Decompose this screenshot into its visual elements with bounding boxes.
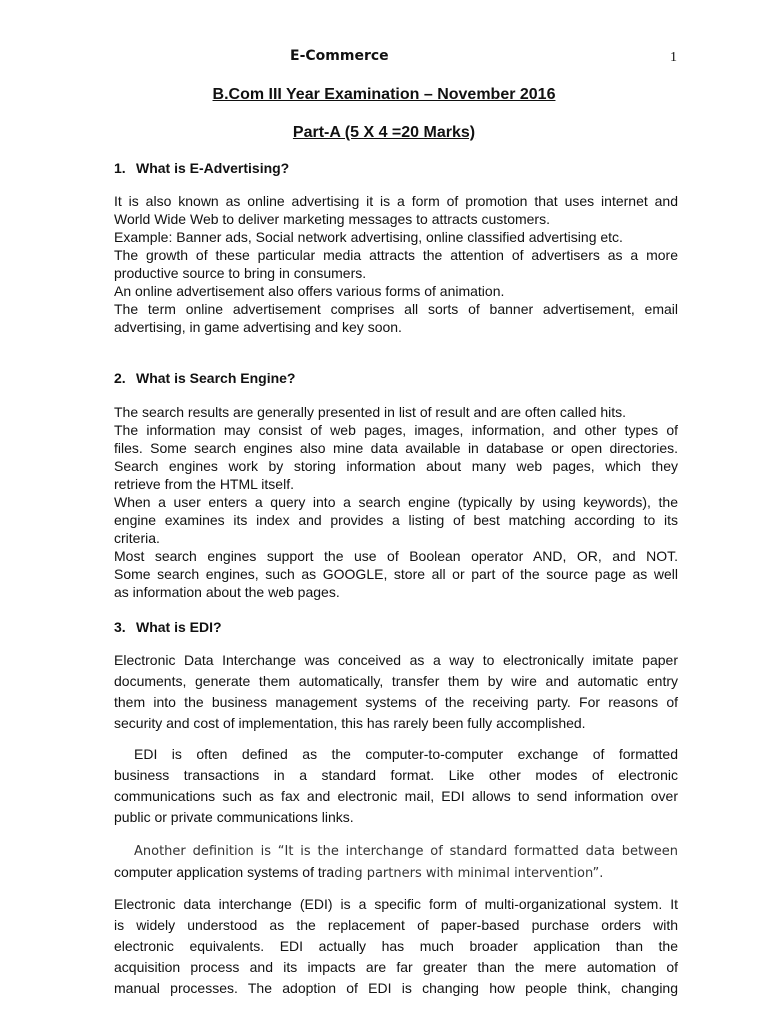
answer-3-line: acquisition process and its impacts are far greater than the mere automation of (114, 959, 678, 975)
question-3-heading (114, 619, 222, 635)
answer-2-line: The information may consist of web pages, images, information, and other types of (114, 422, 678, 438)
definition-line (114, 862, 678, 884)
answer-2-line: Most search engines support the use of Boolean operator AND, OR, and NOT. (114, 548, 678, 564)
definition-line: Another definition is “It is the interchange of standard formatted data between (134, 844, 678, 859)
answer-3-line: them into the business management systems of the receiving party. For reasons of (114, 694, 678, 710)
answer-1-line: Example: Banner ads, Social network advertising, online classified advertising etc. (114, 229, 623, 245)
answer-1-line: The growth of these particular media attracts the attention of advertisers as a more (114, 247, 678, 263)
answer-1-line: An online advertisement also offers various forms of animation. (114, 283, 505, 299)
answer-1-line: The term online advertisement comprises all sorts of banner advertisement, email (114, 301, 678, 317)
answer-2-line: When a user enters a query into a search engine (typically by using keywords), the (114, 494, 678, 510)
answer-2-line: files. Some search engines also mine data available in database or open directories. (114, 440, 678, 456)
definition-line-start: computer application systems of tra (114, 864, 335, 880)
answer-3-line: electronic equivalents. EDI actually has much broader application than the (114, 938, 678, 954)
answer-3-line: manual processes. The adoption of EDI is changing how people think, changing (114, 980, 678, 996)
question-2-heading (114, 370, 295, 386)
answer-1-line: World Wide Web to deliver marketing messages to attracts customers. (114, 211, 550, 227)
question-3-text: What is EDI? (136, 619, 222, 635)
exam-title: B.Com III Year Examination – November 2016 (212, 86, 556, 103)
question-2-number: 2. (114, 370, 126, 386)
answer-2-line: engine examines its index and provides a listing of best matching according to its (114, 512, 678, 528)
answer-3-line: Electronic data interchange (EDI) is a specific form of multi-organizational system. It (114, 896, 678, 912)
answer-3-line: EDI is often defined as the computer-to-computer exchange of formatted (134, 746, 678, 762)
question-1-heading (114, 160, 289, 176)
answer-1 (114, 192, 678, 336)
answer-3-line: business transactions in a standard format. Like other modes of electronic (114, 767, 678, 783)
answer-3-line: security and cost of implementation, this has rarely been fully accomplished. (114, 715, 586, 731)
running-header: E-Commerce (290, 48, 389, 64)
part-title: Part-A (5 X 4 =20 Marks) (292, 124, 476, 141)
answer-2-line: The search results are generally presented in list of result and are often called hits. (114, 404, 627, 420)
answer-2-line: Search engines work by storing information about many web pages, which they (114, 458, 678, 474)
answer-3-paragraph-2 (114, 744, 678, 828)
page-number: 1 (670, 50, 677, 65)
answer-3-line: Electronic Data Interchange was conceived as a way to electronically imitate paper (114, 652, 678, 668)
answer-3-definition (114, 841, 678, 884)
answer-3-line: public or private communications links. (114, 809, 354, 825)
answer-3-paragraph-4 (114, 894, 678, 999)
answer-2 (114, 403, 678, 601)
answer-2-line: Some search engines, such as GOOGLE, store all or part of the source page as well (114, 566, 678, 582)
answer-2-line: retrieve from the HTML itself. (114, 476, 294, 492)
answer-1-line: It is also known as online advertising it is a form of promotion that uses internet and (114, 193, 678, 209)
question-3-number: 3. (114, 619, 126, 635)
answer-1-line: advertising, in game advertising and key soon. (114, 319, 402, 335)
definition-line-end: ding partners with minimal intervention”. (334, 866, 604, 881)
answer-3-line: is widely understood as the replacement of paper-based purchase orders with (114, 917, 678, 933)
question-1-text: What is E-Advertising? (136, 160, 290, 176)
answer-2-line: criteria. (114, 530, 160, 546)
answer-3-line: communications such as fax and electronic mail, EDI allows to send information over (114, 788, 678, 804)
answer-1-line: productive source to bring in consumers. (114, 265, 367, 281)
question-1-number: 1. (114, 160, 126, 176)
question-2-text: What is Search Engine? (136, 370, 296, 386)
answer-3-paragraph-1 (114, 650, 678, 734)
answer-2-line: as information about the web pages. (114, 584, 340, 600)
answer-3-line: documents, generate them automatically, transfer them by wire and automatic entry (114, 673, 678, 689)
